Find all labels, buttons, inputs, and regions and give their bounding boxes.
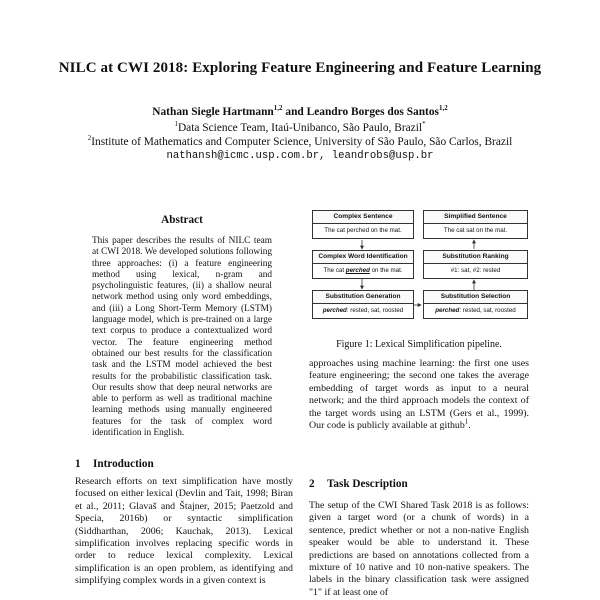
box-text: The cat: [323, 267, 346, 274]
affiliation-text: Data Science Team, Itaú-Unibanco, São Paulo, Brazil: [177, 122, 423, 134]
author-line: [0, 106, 600, 118]
target-word: perched: [435, 307, 460, 314]
box-content: The cat sat on the mat.: [443, 227, 508, 234]
affiliation-mark: 2: [87, 134, 92, 143]
affiliation-text: Institute of Mathematics and Computer Science, University of São Paulo, São Carlos, Brazil: [91, 136, 513, 148]
box-content: [313, 304, 413, 318]
box-text: on the mat.: [369, 267, 403, 274]
continuation-end: .: [468, 420, 471, 432]
box-complex-sentence: [312, 210, 414, 239]
box-complex-word-identification: [312, 250, 414, 279]
section-number: 2: [309, 478, 315, 490]
continuation-text: approaches using machine learning: the first one uses feature engineering; the second one takes the average embedding of target words as input to a neural network; and the third approach models the context of the target words using an LSTM (Gers et al., 1999). Our code is publicly available at github: [309, 358, 529, 432]
box-text: : rested, sat, roosted: [346, 307, 404, 314]
box-text: : rested, sat, roosted: [459, 307, 516, 314]
right-column-continuation: [309, 358, 529, 432]
box-heading: Substitution Generation: [313, 291, 413, 304]
author-affiliation-mark: 1,2: [438, 104, 448, 113]
section-heading-task-description: [309, 478, 408, 490]
box-simplified-sentence: [423, 210, 528, 239]
abstract-heading: Abstract: [161, 214, 203, 226]
author-affiliation-mark: 1,2: [273, 104, 283, 113]
box-substitution-selection: [423, 290, 528, 319]
box-content: [424, 304, 527, 318]
abstract-body: This paper describes the results of NILC team at CWI 2018. We developed solutions following three approaches: (i) a feature engineering method using lexical, n-gram and psycholinguistic features, (ii) a shallow neural network method using only word embeddings, and (iii) a Long Short-Term Memory (LSTM) language model, which is pre-trained on a large text corpus to produce a contextualized word vector. The feature engineering method obtained our best results for the classification task and the LSTM model achieved the best results for the probabilistic classification task. Our results show that deep neural networks are able to perform as well as traditional machine learning methods using manually engineered features for the task of complex word identification in English.: [92, 236, 272, 439]
affiliation-2: [0, 136, 600, 148]
affiliation-1: [0, 122, 600, 134]
author-name: Leandro Borges dos Santos: [306, 106, 439, 118]
affiliation-asterisk: *: [422, 120, 426, 129]
box-heading: Substitution Selection: [424, 291, 527, 304]
target-word: perched: [322, 307, 347, 314]
box-heading: Substitution Ranking: [424, 251, 527, 264]
box-substitution-ranking: [423, 250, 528, 279]
box-substitution-generation: [312, 290, 414, 319]
figure-caption: Figure 1: Lexical Simplification pipeline.: [336, 339, 502, 350]
task-description-body: The setup of the CWI Shared Task 2018 is as follows: given a target word (or a chunk of words) in a sentence, predict whether or not a non-native English speaker would be able to understand it. These predictions are based on annotations collected from a mixture of 10 native and 10 non-native speakers. The labels in the binary classification task were assigned "1" if at least one of: [309, 500, 529, 598]
section-title: Task Description: [327, 478, 408, 490]
box-content: #1: sat, #2: rested: [450, 267, 501, 274]
paper-title: NILC at CWI 2018: Exploring Feature Engineering and Feature Learning: [58, 60, 542, 76]
target-word: perched: [345, 267, 370, 274]
box-heading: Simplified Sentence: [424, 211, 527, 224]
section-number: 1: [75, 458, 81, 470]
author-joiner: and: [282, 106, 307, 118]
footnote-mark: 1: [464, 417, 469, 426]
box-content: The cat perched on the mat.: [324, 227, 402, 234]
author-name: Nathan Siegle Hartmann: [152, 106, 274, 118]
section-title: Introduction: [93, 458, 154, 470]
box-heading: Complex Sentence: [313, 211, 413, 224]
box-content: [313, 264, 413, 278]
affiliation-mark: 1: [174, 120, 178, 129]
pipeline-figure: [312, 210, 527, 326]
author-emails: nathansh@icmc.usp.com.br, leandrobs@usp.br: [166, 150, 434, 162]
section-heading-introduction: [75, 458, 154, 470]
box-heading: Complex Word Identification: [313, 251, 413, 264]
introduction-body: Research efforts on text simplification have mostly focused on either lexical (Devlin and Tait, 1998; Biran et al., 2011; Glavaš and Štajner, 2015; Paetzold and Specia, 2016b) or syntactic simplification (Siddharthan, 2006; Kauchak, 2013). Lexical simplification involves replacing specific words in order to reduce lexical complexity. Lexical simplification is an open problem, as identifying and simplifying complex words in a given context is: [75, 476, 293, 587]
